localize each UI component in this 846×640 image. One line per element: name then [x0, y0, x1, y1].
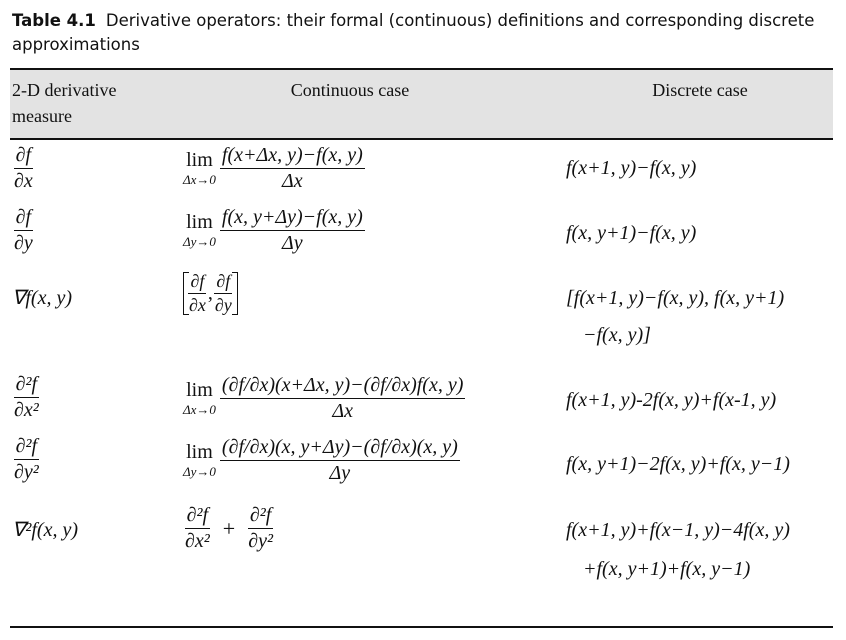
continuous-d2f-dy2: lim Δy→0 $\frac{(\partial f/\partial x)(x, y+\Delta y)-(\partial f/\partial x)(x, y)}{\Delta y}$ — [183, 436, 458, 484]
continuous-laplacian: $\frac{\text{∂²f}}{\text{∂x²}}$ + $\frac{\text{∂²f}}{\text{∂y²}}$ — [185, 504, 273, 552]
header-discrete: Discrete case — [652, 80, 748, 100]
measure-df-dy: $\frac{\partial f}{\partial y}$ — [14, 206, 33, 254]
discrete-df-dx: f(x+1, y)−f(x, y) — [566, 157, 697, 179]
continuous-df-dx: lim Δx→0 $\frac{f(x+\Delta x, y)-f(x, y)}{\Delta x}$ — [183, 144, 363, 192]
discrete-df-dy: f(x, y+1)−f(x, y) — [566, 222, 697, 244]
measure-laplacian: ∇²f(x, y) — [12, 519, 79, 541]
measure-d2f-dx2: $\frac{\text{∂²f}}{\text{∂x²}}$ — [14, 373, 39, 421]
continuous-df-dy: lim Δy→0 $\frac{f(x, y+\Delta y)-f(x, y)}{\Delta y}$ — [183, 206, 363, 254]
header-measure: 2-D derivative measure — [12, 80, 117, 126]
continuous-gradient: $\frac{\partial f}{\partial x}$ , $\frac{\partial f}{\partial y}$ — [183, 271, 238, 315]
discrete-d2f-dy2: f(x, y+1)−2f(x, y)+f(x, y−1) — [566, 453, 790, 475]
discrete-gradient-line2: −f(x, y)] — [583, 324, 651, 346]
continuous-d2f-dx2: lim Δx→0 $\frac{(\partial f/\partial x)(x+\Delta x, y)-(\partial f/\partial x)f(x, y)}{\Delta x}$ — [183, 374, 464, 422]
measure-d2f-dy2: $\frac{\text{∂²f}}{\text{∂y²}}$ — [14, 435, 39, 483]
discrete-laplacian-line2: +f(x, y+1)+f(x, y−1) — [583, 558, 751, 580]
table-number: Table 4.1 — [12, 11, 96, 30]
discrete-gradient-line1: [f(x+1, y)−f(x, y), f(x, y+1) — [566, 287, 785, 309]
measure-gradient: ∇f(x, y) — [12, 287, 73, 309]
table-bottom-rule — [10, 626, 833, 628]
discrete-laplacian-line1: f(x+1, y)+f(x−1, y)−4f(x, y) — [566, 519, 790, 541]
discrete-d2f-dx2: f(x+1, y)-2f(x, y)+f(x-1, y) — [566, 389, 777, 411]
table-caption — [12, 9, 834, 57]
measure-df-dx: $\frac{\partial f}{\partial x}$ — [14, 144, 33, 192]
header-continuous: Continuous case — [290, 80, 410, 100]
table-caption-text: Derivative operators: their formal (continuous) definitions and corresponding discrete approximations — [12, 11, 815, 54]
